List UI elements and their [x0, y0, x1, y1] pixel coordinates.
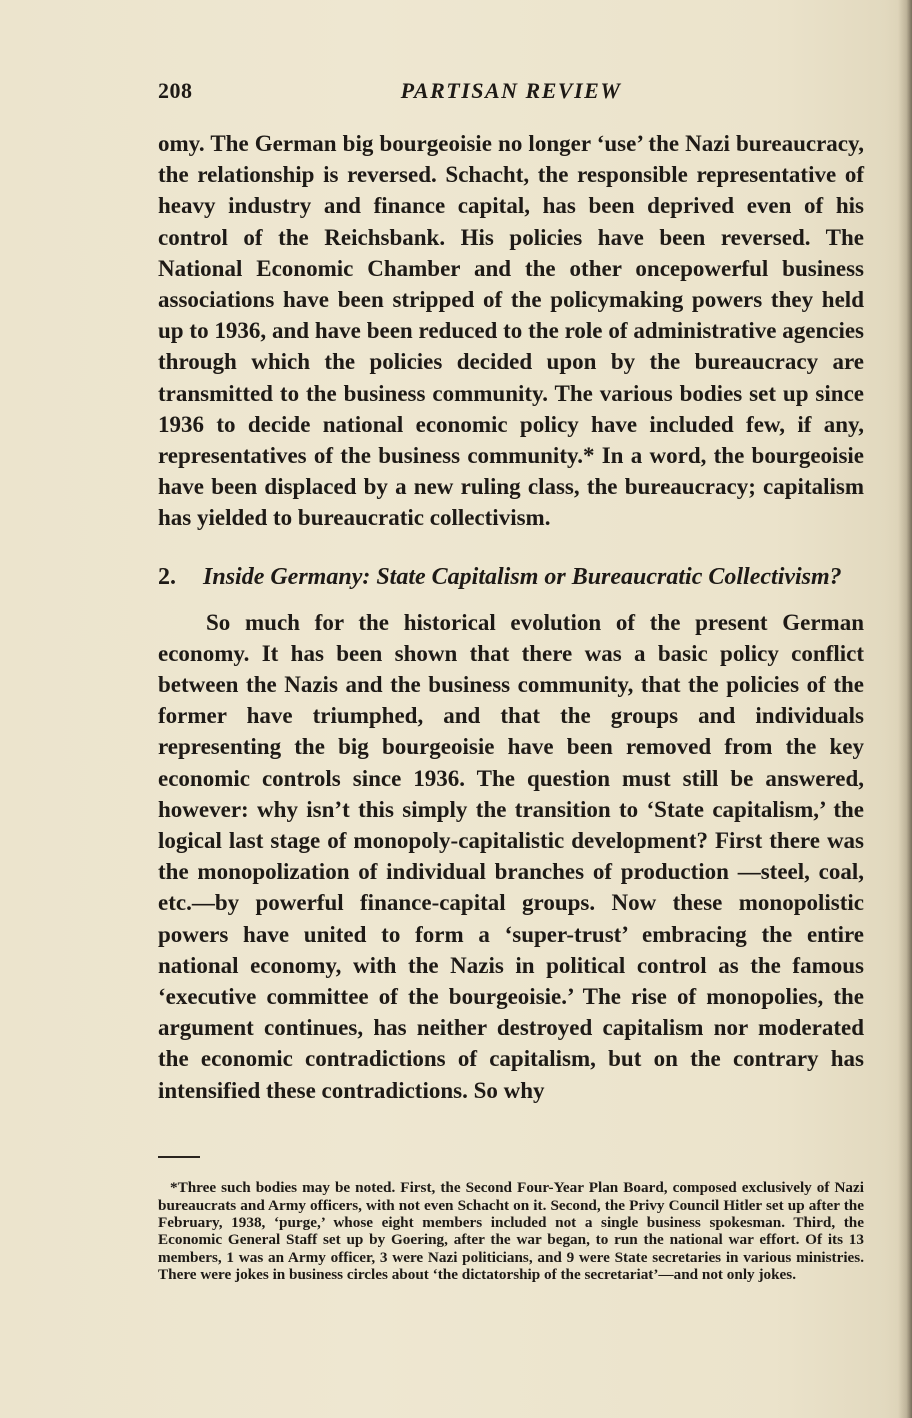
paragraph-2: So much for the historical evolution of the present German economy. It has been shown that there was a basic policy conflict between the Nazis and the business community, that the policies of the former have triumphed, and that the groups and individuals representing the big bourgeoisie have been removed from the key economic controls since 1936. The question must still be answered, however: why isn’t this simply the transition to ‘State capitalism,’ the logical last stage of monopoly-capitalistic development? First there was the monopolization of individual branches of production —steel, coal, etc.—by powerful finance-capital groups. Now these monopolistic powers have united to form a ‘super-trust’ embracing the entire national economy, with the Nazis in political control as the famous ‘executive committee of the bourgeoisie.’ The rise of monopolies, the argument continues, has neither destroyed capitalism nor moderated the economic contradictions of capitalism, but on the contrary has intensified these contradictions. So why	[158, 609, 864, 1103]
section-heading	[158, 562, 864, 593]
section-title: Inside Germany: State Capitalism or Bureaucratic Collectivism?	[203, 563, 842, 590]
running-head: PARTISAN REVIEW	[400, 78, 622, 103]
page-edge-shadow	[898, 0, 912, 1418]
footnote: *Three such bodies may be noted. First, the Second Four-Year Plan Board, composed exclusively of Nazi bureaucrats and Army officers, with not even Schacht on it. Second, the Privy Council Hitler set up after the February, 1938, ‘purge,’ whose eight members included not a single business spokesman. Third, the Economic General Staff set up by Goering, after the war began, to run the national war effort. Of its 13 members, 1 was an Army officer, 3 were Nazi politicians, and 9 were State secretaries in various ministries. There were jokes in business circles about ‘the dictatorship of the secretariat’—and not only jokes.	[158, 1179, 864, 1284]
paragraph-1: omy. The German big bourgeoisie no longer ‘use’ the Nazi bureaucracy, the relationship is reversed. Schacht, the responsible representative of heavy industry and finance capital, has been deprived even of his control of the Reichsbank. His policies have been reversed. The National Economic Chamber and the other oncepowerful business associations have been stripped of the policymaking powers they held up to 1936, and have been reduced to the role of administrative agencies through which the policies decided upon by the bureaucracy are transmitted to the business community. The various bodies set up since 1936 to decide national economic policy have included few, if any, representatives of the business community.* In a word, the bourgeoisie have been displaced by a new ruling class, the bureaucracy; capitalism has yielded to bureaucratic collectivism.	[158, 131, 864, 531]
section-number: 2.	[158, 563, 176, 590]
footnote-rule	[158, 1156, 200, 1158]
body-text	[158, 128, 864, 1106]
page-number: 208	[158, 78, 193, 103]
page-header	[158, 78, 864, 112]
